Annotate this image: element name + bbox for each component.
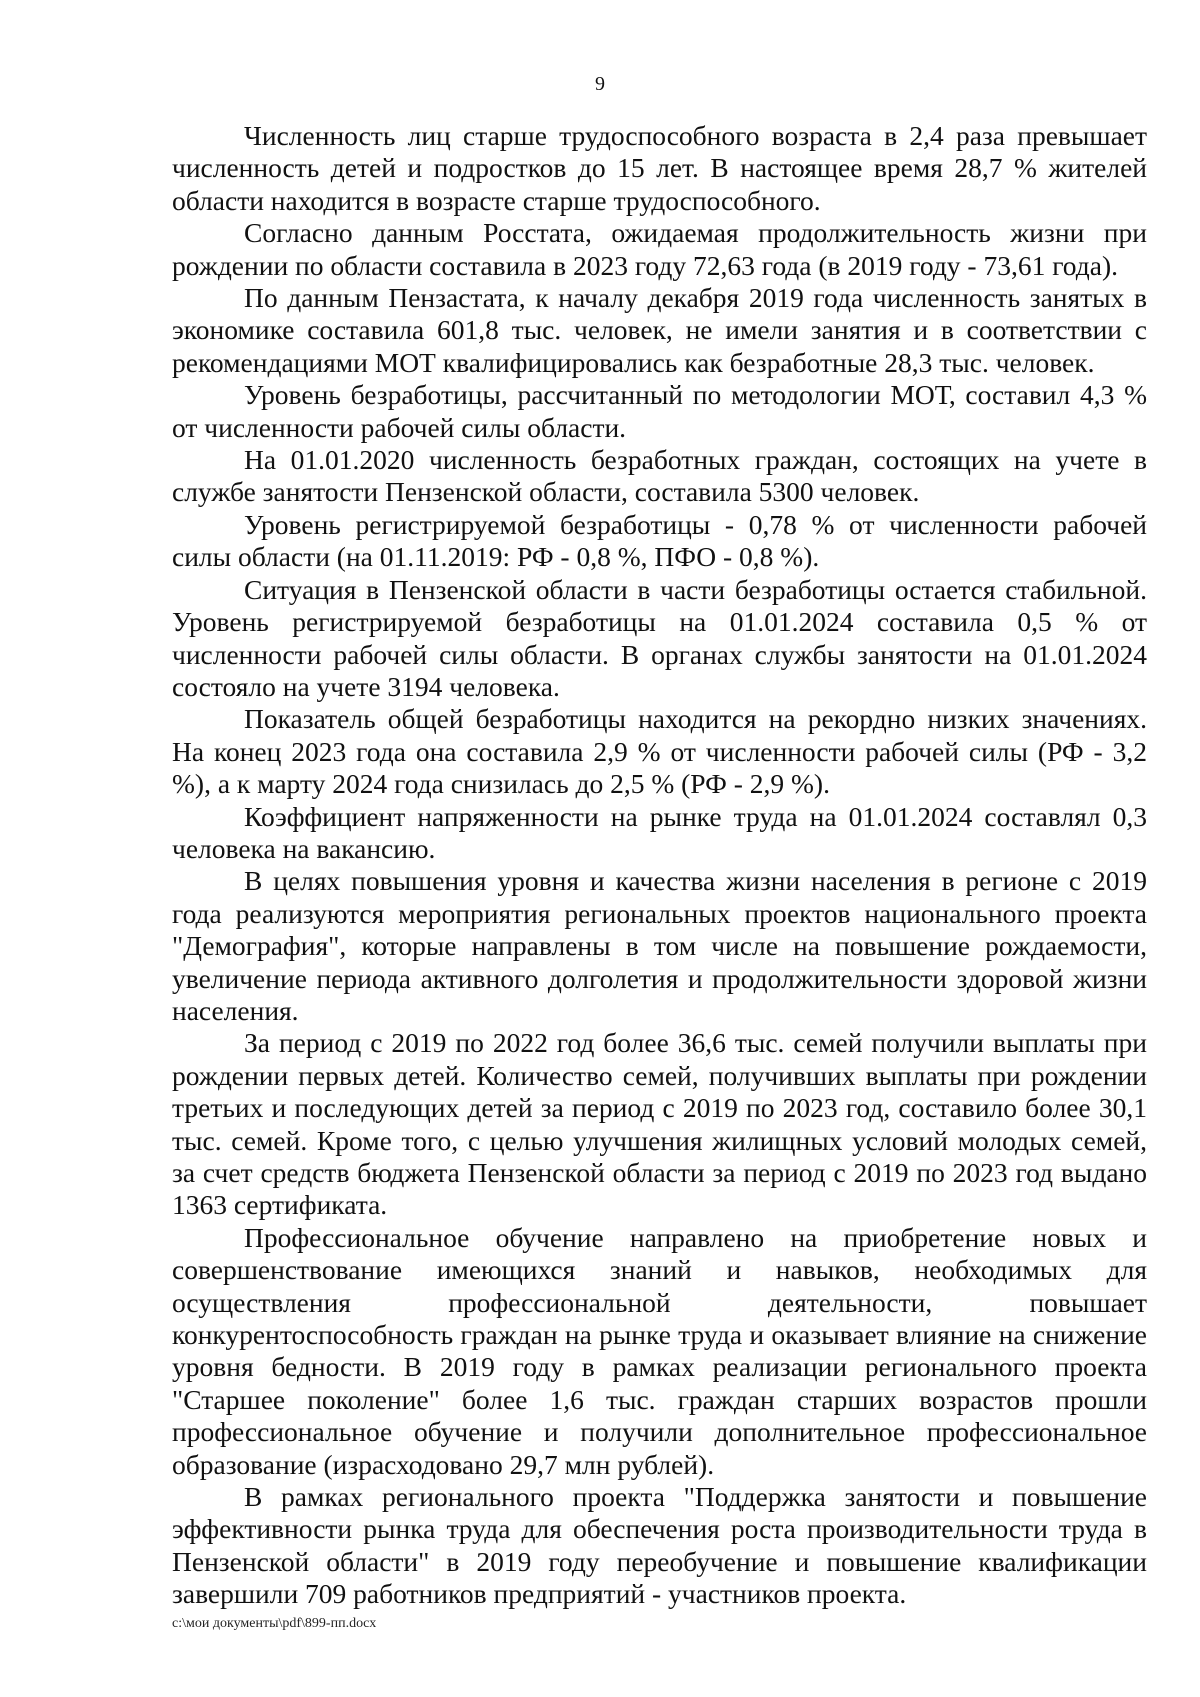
- document-body: [172, 120, 1147, 1611]
- paragraph: На 01.01.2020 численность безработных граждан, состоящих на учете в службе занятости Пензенской области, составила 5300 человек.: [172, 444, 1147, 508]
- paragraph: В целях повышения уровня и качества жизни населения в регионе с 2019 года реализуются мероприятия региональных проектов национального проекта "Демография", которые направлены в том числе на повышение рождаемости, увеличение периода активного долголетия и продолжительности здоровой жизни населения.: [172, 865, 1147, 1026]
- paragraph: Коэффициент напряженности на рынке труда на 01.01.2024 составлял 0,3 человека на вакансию.: [172, 800, 1147, 864]
- paragraph: По данным Пензастата, к началу декабря 2019 года численность занятых в экономике составила 601,8 тыс. человек, не имели занятия и в соответствии с рекомендациями МОТ квалифицировались как безработные 28,3 тыс. человек.: [172, 282, 1147, 378]
- paragraph: Ситуация в Пензенской области в части безработицы остается стабильной. Уровень регистрируемой безработицы на 01.01.2024 составила 0,5 % от численности рабочей силы области. В органах службы занятости на 01.01.2024 состояло на учете 3194 человека.: [172, 573, 1147, 702]
- paragraph: За период с 2019 по 2022 год более 36,6 тыс. семей получили выплаты при рождении первых детей. Количество семей, получивших выплаты при рождении третьих и последующих детей за период с 2019 по 2023 год, составило более 30,1 тыс. семей. Кроме того, с целью улучшения жилищных условий молодых семей, за счет средств бюджета Пензенской области за период с 2019 по 2023 год выдано 1363 сертификата.: [172, 1027, 1147, 1221]
- paragraph: Профессиональное обучение направлено на приобретение новых и совершенствование имеющихся знаний и навыков, необходимых для осуществления профессиональной деятельности, повышает конкурентоспособность граждан на рынке труда и оказывает влияние на снижение уровня бедности. В 2019 году в рамках реализации регионального проекта "Старшее поколение" более 1,6 тыс. граждан старших возрастов прошли профессиональное обучение и получили дополнительное профессиональное образование (израсходовано 29,7 млн рублей).: [172, 1221, 1147, 1480]
- paragraph: В рамках регионального проекта "Поддержка занятости и повышение эффективности рынка труда для обеспечения роста производительности труда в Пензенской области" в 2019 году переобучение и повышение квалификации завершили 709 работников предприятий - участников проекта.: [172, 1481, 1147, 1610]
- paragraph: Уровень регистрируемой безработицы - 0,78 % от численности рабочей силы области (на 01.11.2019: РФ - 0,8 %, ПФО - 0,8 %).: [172, 508, 1147, 573]
- paragraph: Согласно данным Росстата, ожидаемая продолжительность жизни при рождении по области составила в 2023 году 72,63 года (в 2019 году - 73,61 года).: [172, 217, 1147, 281]
- paragraph: Уровень безработицы, рассчитанный по методологии МОТ, составил 4,3 % от численности рабочей силы области.: [172, 379, 1147, 443]
- footer-file-path: c:\мои документы\pdf\899-пп.docx: [172, 1616, 377, 1631]
- paragraph: Показатель общей безработицы находится на рекордно низких значениях. На конец 2023 года она составила 2,9 % от численности рабочей силы (РФ - 3,2 %), а к марту 2024 года снизилась до 2,5 % (РФ - 2,9 %).: [172, 703, 1147, 800]
- page-number: 9: [595, 73, 605, 95]
- paragraph: Численность лиц старше трудоспособного возраста в 2,4 раза превышает численность детей и подростков до 15 лет. В настоящее время 28,7 % жителей области находится в возрасте старше трудоспособного.: [172, 120, 1147, 216]
